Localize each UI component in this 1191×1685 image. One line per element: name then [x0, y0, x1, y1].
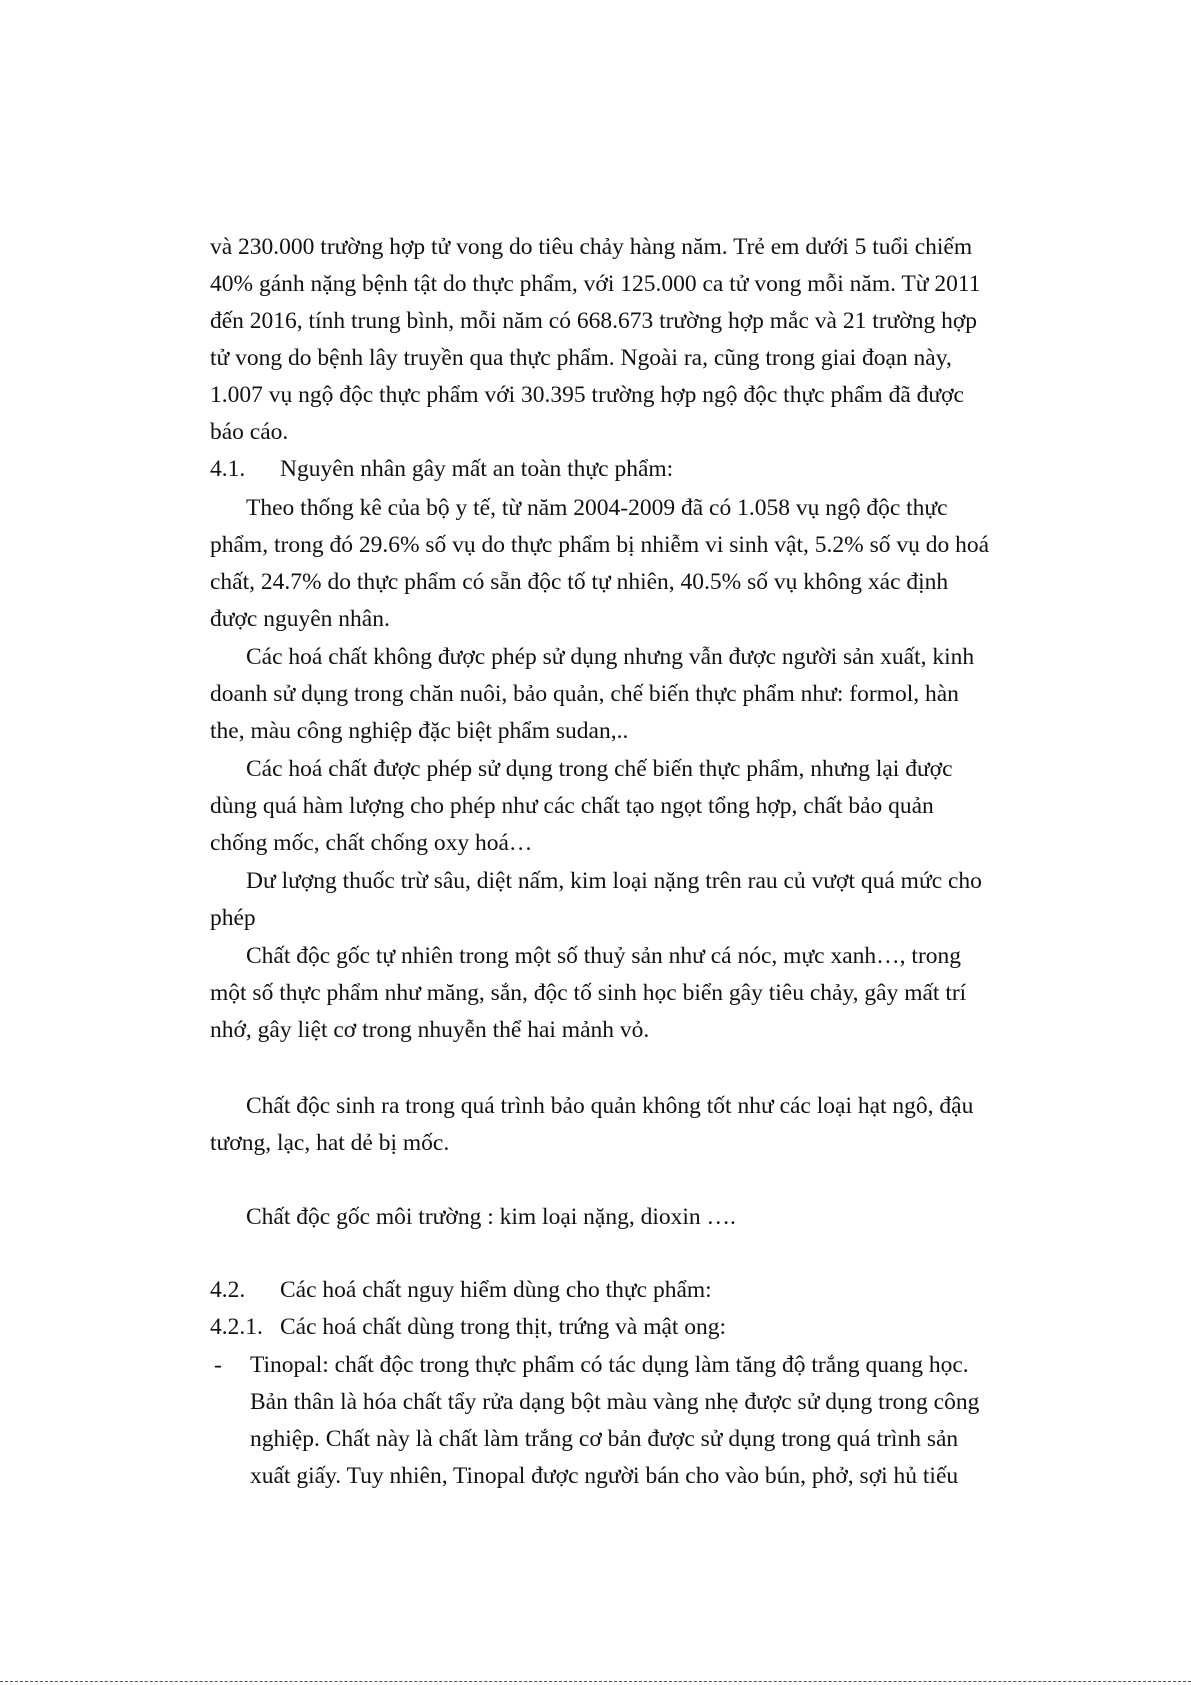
banned-line: the, màu công nghiệp đặc biệt phẩm sudan,.. [210, 718, 629, 744]
section-4-2-number: 4.2. [210, 1277, 246, 1303]
intro-line: 40% gánh nặng bệnh tật do thực phẩm, với 125.000 ca tử vong mỗi năm. Từ 2011 [210, 271, 981, 297]
section-4-2-1-title: Các hoá chất dùng trong thịt, trứng và mật ong: [280, 1314, 727, 1340]
banned-line: Các hoá chất không được phép sử dụng nhưng vẫn được người sản xuất, kinh [246, 644, 975, 670]
section-4-2-title: Các hoá chất nguy hiểm dùng cho thực phẩm: [280, 1277, 712, 1303]
bullet-line: Bản thân là hóa chất tẩy rửa dạng bột màu vàng nhẹ được sử dụng trong công [250, 1389, 980, 1415]
section-4-1-number: 4.1. [210, 456, 246, 482]
residue-line: Dư lượng thuốc trừ sâu, diệt nấm, kim loại nặng trên rau củ vượt quá mức cho [246, 868, 982, 894]
banned-line: doanh sử dụng trong chăn nuôi, bảo quản, chế biến thực phẩm như: formol, hàn [210, 681, 959, 707]
stats-line: phẩm, trong đó 29.6% số vụ do thực phẩm bị nhiễm vi sinh vật, 5.2% số vụ do hoá [210, 532, 990, 558]
allowed-line: dùng quá hàm lượng cho phép như các chất tạo ngọt tổng hợp, chất bảo quản [210, 793, 934, 819]
bullet-line: xuất giấy. Tuy nhiên, Tinopal được người bán cho vào bún, phở, sợi hủ tiếu [250, 1463, 959, 1489]
stats-line: chất, 24.7% do thực phẩm có sẵn độc tố tự nhiên, 40.5% số vụ không xác định [210, 569, 949, 595]
storage-line: Chất độc sinh ra trong quá trình bảo quản không tốt như các loại hạt ngô, đậu [246, 1093, 974, 1119]
bullet-line: nghiệp. Chất này là chất làm trắng cơ bản được sử dụng trong quá trình sản [250, 1426, 959, 1452]
stats-line: được nguyên nhân. [210, 606, 390, 632]
residue-line: phép [210, 905, 256, 931]
intro-line: và 230.000 trường hợp tử vong do tiêu chảy hàng năm. Trẻ em dưới 5 tuổi chiếm [210, 234, 973, 260]
natural-line: Chất độc gốc tự nhiên trong một số thuỷ sản như cá nóc, mực xanh…, trong [246, 943, 962, 969]
bullet-line: Tinopal: chất độc trong thực phẩm có tác dụng làm tăng độ trắng quang học. [250, 1352, 969, 1378]
natural-line: một số thực phẩm như măng, sắn, độc tố sinh học biển gây tiêu chảy, gây mất trí [210, 980, 967, 1006]
storage-line: tương, lạc, hat dẻ bị mốc. [210, 1130, 450, 1156]
stats-line: Theo thống kê của bộ y tế, từ năm 2004-2009 đã có 1.058 vụ ngộ độc thực [246, 495, 948, 521]
footer-divider [0, 1681, 1191, 1682]
bullet-marker: - [214, 1352, 222, 1378]
intro-line: báo cáo. [210, 419, 289, 445]
allowed-line: chống mốc, chất chống oxy hoá… [210, 830, 533, 856]
natural-line: nhớ, gây liệt cơ trong nhuyễn thể hai mảnh vỏ. [210, 1017, 650, 1043]
intro-line: 1.007 vụ ngộ độc thực phẩm với 30.395 trường hợp ngộ độc thực phẩm đã được [210, 382, 964, 408]
intro-line: đến 2016, tính trung bình, mỗi năm có 668.673 trường hợp mắc và 21 trường hợp [210, 308, 978, 334]
allowed-line: Các hoá chất được phép sử dụng trong chế biến thực phẩm, nhưng lại được [246, 756, 953, 782]
section-4-1-title: Nguyên nhân gây mất an toàn thực phẩm: [280, 456, 674, 482]
intro-line: tử vong do bệnh lây truyền qua thực phẩm. Ngoài ra, cũng trong giai đoạn này, [210, 345, 952, 371]
section-4-2-1-number: 4.2.1. [210, 1314, 263, 1340]
environment-line: Chất độc gốc môi trường : kim loại nặng, dioxin …. [246, 1204, 736, 1230]
